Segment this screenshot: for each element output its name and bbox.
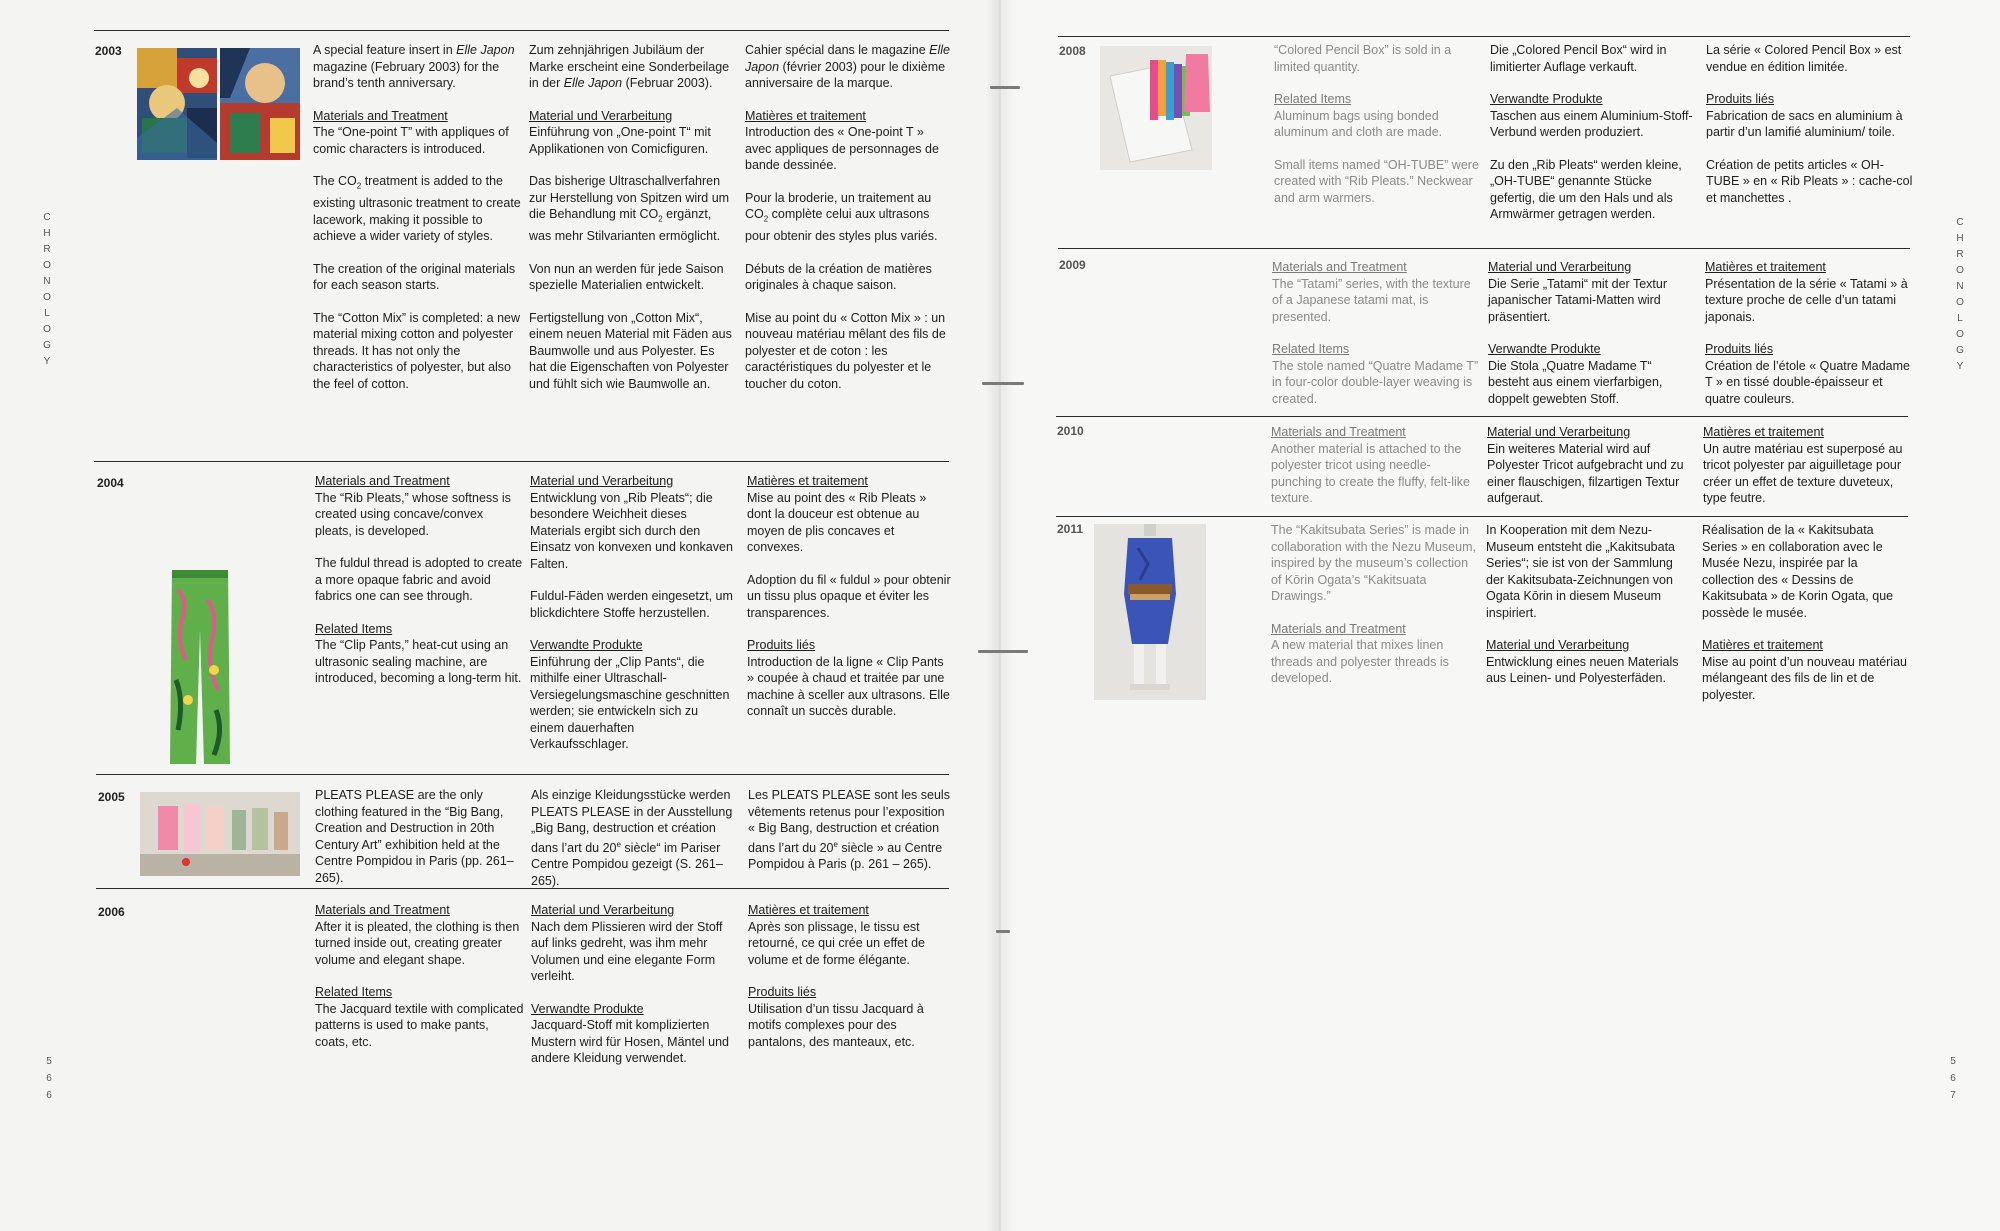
kakitsubata-dress-photo — [1094, 524, 1206, 700]
paragraph: Mise au point des « Rib Pleats » dont la douceur est obtenue au moyen de plis concaves et convexes. — [747, 490, 927, 554]
entry-2009-rule — [1058, 248, 1910, 249]
side-letter: Y — [1956, 361, 1964, 372]
section-heading: Matières et traitement — [748, 903, 869, 917]
entry-2005-en — [315, 787, 525, 902]
paragraph: Das bisherige Ultraschallverfahren zur Herstellung von Spitzen wird um die Behandlung mit $CO_2$ ergänzt, was mehr Stilvarianten ermöglicht. — [529, 174, 730, 243]
side-letter: O — [43, 324, 51, 335]
section-heading: Verwandte Produkte — [531, 1001, 644, 1016]
section-heading: Materials and Treatment — [1272, 260, 1407, 274]
green-pleated-pants-photo — [168, 570, 232, 766]
entry-2004-en — [315, 473, 523, 703]
paragraph: The “Cotton Mix” is completed: a new material mixing cotton and polyester threads. It has not only the characteristics of polyester, but also the feel of cotton. — [313, 310, 521, 391]
paragraph: Entwicklung von „Rib Pleats“; die besondere Weichheit dieses Materials ergibt sich durch den Einsatz von konvexen und konkaven Falten. — [530, 490, 733, 571]
year-label: 2006 — [98, 905, 125, 919]
entry-2006-fr — [748, 902, 952, 1066]
entry-2006-rule — [96, 888, 949, 889]
paragraph: Création de petits articles « OH-TUBE » en « Rib Pleats » : cache-col et manchettes . — [1706, 157, 1913, 205]
paragraph: Fabrication de sacs en aluminium à partir d’un lamifié aluminium/ toile. — [1706, 108, 1903, 139]
entry-2006-en — [315, 902, 525, 1066]
paragraph: Einführung von „One-point T“ mit Applikationen von Comicfiguren. — [529, 125, 711, 156]
paragraph: Ein weiteres Material wird auf Polyester Tricot aufgebracht und zu einer flauschigen, filzartigen Textur aufgeraut. — [1487, 441, 1684, 505]
paragraph: Jacquard-Stoff mit komplizierten Mustern wird für Hosen, Mäntel und andere Kleidung verwendet. — [531, 1018, 730, 1065]
year-label: 2009 — [1059, 258, 1086, 272]
paragraph: The $CO_2$ treatment is added to the existing ultrasonic treatment to create lacework, making it possible to achieve a wider variety of styles. — [313, 174, 521, 243]
year-label: 2008 — [1059, 44, 1086, 58]
paragraph: In Kooperation mit dem Nezu-Museum entsteht die „Kakitsubata Series“; sie ist von der Sammlung der Kakitsubata-Zeichnungen von Ogata Kōrin in diesem Museum inspiriert. — [1486, 523, 1675, 620]
entry-2003-rule — [94, 30, 949, 31]
entry-2011-de — [1486, 522, 1694, 703]
section-heading: Materials and Treatment — [315, 903, 450, 917]
paragraph: Présentation de la série « Tatami » à texture proche de celle d’un tatami japonais. — [1705, 276, 1908, 324]
paragraph: Entwicklung eines neuen Materials aus Leinen- und Polyesterfäden. — [1486, 654, 1679, 685]
entry-2010-de — [1487, 424, 1695, 523]
paragraph: After it is pleated, the clothing is then turned inside out, creating greater volume and elegant shape. — [315, 919, 520, 967]
paragraph: The “Rib Pleats,” whose softness is created using concave/convex pleats, is developed. — [315, 490, 511, 538]
side-letter: G — [43, 340, 51, 351]
entry-2008-rule — [1058, 36, 1910, 37]
paragraph: Von nun an werden für jede Saison spezielle Materialien entwickelt. — [529, 261, 724, 292]
section-heading: Produits liés — [748, 985, 817, 999]
folio-digit: 6 — [46, 1090, 52, 1101]
section-heading: Material und Verarbeitung — [1487, 425, 1631, 439]
section-heading: Produits liés — [1706, 92, 1775, 106]
paragraph: Adoption du fil « fuldul » pour obtenir un tissu plus opaque et éviter les transparences. — [747, 572, 951, 620]
side-letter: Y — [43, 356, 51, 367]
entry-2008-de — [1490, 42, 1698, 239]
entry-2005-fr — [748, 787, 952, 889]
section-heading: Related Items — [1272, 342, 1350, 356]
folio-digit: 6 — [1950, 1073, 1956, 1084]
paragraph: Zu den „Rib Pleats“ werden kleine, „OH-TUBE“ genannte Stücke gefertig, die um den Hals und als Armwärmer getragen werden. — [1490, 157, 1682, 221]
section-heading: Matières et traitement — [1705, 260, 1826, 274]
paragraph: Utilisation d’un tissu Jacquard à motifs complexes pour des pantalons, des manteaux, etc. — [748, 1001, 924, 1049]
side-letter: O — [1956, 265, 1964, 276]
paragraph: Die Stola „Quatre Madame T“ besteht aus einem vierfarbigen, doppelt gewebten Stoff. — [1488, 358, 1663, 406]
paragraph: La série « Colored Pencil Box » est vendue en édition limitée. — [1706, 43, 1902, 74]
section-heading: Materials and Treatment — [315, 474, 450, 488]
side-letter: O — [43, 260, 51, 271]
side-letter: C — [1956, 217, 1964, 228]
section-heading: Material und Verarbeitung — [529, 108, 673, 123]
year-label: 2005 — [98, 790, 125, 804]
book-gutter — [985, 0, 1015, 1231]
entry-2008-fr — [1706, 42, 1914, 222]
section-heading: Produits liés — [1705, 342, 1774, 356]
staple — [978, 650, 1028, 653]
section-heading: Materials and Treatment — [1271, 425, 1406, 439]
side-letter: O — [1956, 297, 1964, 308]
section-heading: Matières et traitement — [1702, 638, 1823, 652]
folio-digit: 5 — [1950, 1056, 1956, 1067]
paragraph: Réalisation de la « Kakitsubata Series » en collaboration avec le Musée Nezu, inspirée par la collection des « Dessins de Kakitsubata » de Korin Ogata, que possède le musée. — [1702, 523, 1894, 620]
section-heading: Matières et traitement — [1703, 425, 1824, 439]
paragraph: The creation of the original materials for each season starts. — [313, 261, 516, 292]
paragraph: The “Kakitsubata Series” is made in collaboration with the Nezu Museum, inspired by the museum’s collection of Kōrin Ogata’s “Kakitsuata Drawings.” — [1271, 523, 1476, 603]
right-page — [1000, 0, 2000, 1231]
side-letter: C — [43, 212, 51, 223]
section-heading: Material und Verarbeitung — [1486, 638, 1630, 652]
folio-digit: 6 — [46, 1073, 52, 1084]
year-label: 2011 — [1057, 522, 1084, 536]
paragraph: The “Clip Pants,” heat-cut using an ultrasonic sealing machine, are introduced, becoming a long-term hit. — [315, 638, 522, 685]
colored-pencil-box-photo — [1100, 46, 1212, 170]
section-heading: Related Items — [1274, 92, 1352, 106]
section-heading: Matières et traitement — [745, 108, 866, 123]
side-letter: N — [43, 276, 51, 287]
side-letter: R — [1956, 249, 1964, 260]
paragraph: Als einzige Kleidungsstücke werden PLEATS PLEASE in der Ausstellung „Big Bang, destruction et création dans l’art du 20e siècle“ im Pariser Centre Pompidou gezeigt (S. 261–265). — [531, 788, 733, 888]
side-letter: O — [43, 292, 51, 303]
section-heading: Related Items — [315, 985, 393, 999]
side-letter: L — [44, 308, 50, 319]
exhibition-photo — [140, 792, 300, 876]
side-letter: G — [1956, 345, 1964, 356]
entry-2009-de — [1488, 259, 1696, 423]
section-heading: Matières et traitement — [747, 474, 868, 488]
entry-2009-fr — [1705, 259, 1913, 423]
folio-digit: 5 — [46, 1056, 52, 1067]
section-heading: Material und Verarbeitung — [1488, 260, 1632, 274]
paragraph: Nach dem Plissieren wird der Stoff auf links gedreht, was ihm mehr Volumen und eine elegante Form verleiht. — [531, 919, 723, 983]
section-heading: Produits liés — [747, 638, 816, 652]
paragraph: Débuts de la création de matières originales à chaque saison. — [745, 261, 932, 292]
entry-2008-en — [1274, 42, 1482, 222]
entry-2011-en — [1271, 522, 1481, 703]
staple — [990, 86, 1020, 89]
entry-2011-rule — [1056, 516, 1908, 517]
paragraph: Les PLEATS PLEASE sont les seuls vêtements retenus pour l’exposition « Big Bang, destruction et création dans l’art du 20e siècle » au Centre Pompidou à Paris (p. 261 – 265). — [748, 788, 950, 872]
section-heading: Verwandte Produkte — [1490, 92, 1603, 106]
side-letter: H — [1956, 233, 1964, 244]
entry-2003-en — [313, 42, 523, 408]
paragraph: Another material is attached to the polyester tricot using needle-punching to create the fluffy, felt-like texture. — [1271, 441, 1470, 505]
paragraph: “Colored Pencil Box” is sold in a limited quantity. — [1274, 43, 1452, 74]
entry-2003-de-intro: Zum zehnjährigen Jubiläum der Marke erscheint eine Sonderbeilage in der Elle Japon (Februar 2003). — [529, 43, 730, 90]
side-letter: O — [1956, 329, 1964, 340]
entry-2003-de — [529, 42, 735, 408]
year-label: 2003 — [95, 44, 122, 58]
entry-2004-rule — [94, 461, 949, 462]
entry-2004-de — [530, 473, 734, 769]
section-heading: Material und Verarbeitung — [530, 474, 674, 488]
entry-2010-fr — [1703, 424, 1911, 523]
side-letter: N — [1956, 281, 1964, 292]
paragraph: The Jacquard textile with complicated patterns is used to make pants, coats, etc. — [315, 1001, 524, 1049]
paragraph: Création de l’étole « Quatre Madame T » en tissé double-épaisseur et quatre couleurs. — [1705, 358, 1910, 406]
year-label: 2004 — [97, 476, 124, 490]
paragraph: Fertigstellung von „Cotton Mix“, einem neuen Material mit Fäden aus Baumwolle und aus Polyester. Es hat die Eigenschaften von Polyester und fühlt sich wie Baumwolle an. — [529, 310, 732, 391]
comic-collage-image-1 — [137, 48, 217, 160]
entry-2003-en-intro: A special feature insert in Elle Japon magazine (February 2003) for the brand’s tenth anniversary. — [313, 43, 515, 90]
section-heading: Material und Verarbeitung — [531, 903, 675, 917]
paragraph: Pour la broderie, un traitement au $CO_2$ complète celui aux ultrasons pour obtenir des styles plus variés. — [745, 190, 938, 243]
entry-2011-fr — [1702, 522, 1910, 719]
paragraph: Introduction de la ligne « Clip Pants » coupée à chaud et traitée par une machine à sceller aux ultrasons. Elle connaît un succès durable. — [747, 654, 950, 718]
entry-2010-rule — [1056, 416, 1908, 417]
section-heading: Verwandte Produkte — [530, 638, 643, 652]
entry-2003-fr-intro: Cahier spécial dans le magazine Elle Japon (février 2003) pour le dixième anniversaire de la marque. — [745, 43, 950, 90]
entry-2004-fr — [747, 473, 951, 736]
side-letter: R — [43, 244, 51, 255]
paragraph: Un autre matériau est superposé au tricot polyester par aiguilletage pour créer un effet de texture duveteux, type feutre. — [1703, 441, 1903, 505]
section-heading: Materials and Treatment — [313, 108, 448, 123]
section-heading: Verwandte Produkte — [1488, 342, 1601, 356]
comic-collage-image-2 — [220, 48, 300, 160]
side-letter: H — [43, 228, 51, 239]
paragraph: Die „Colored Pencil Box“ wird in limitierter Auflage verkauft. — [1490, 43, 1667, 74]
paragraph: The “Tatami” series, with the texture of a Japanese tatami mat, is presented. — [1272, 276, 1471, 324]
paragraph: Small items named “OH-TUBE” were created with “Rib Pleats.” Neckwear and arm warmers. — [1274, 157, 1479, 205]
side-letter: L — [1957, 313, 1963, 324]
paragraph: Introduction des « One-point T » avec appliques de personnages de bande dessinée. — [745, 125, 939, 172]
entry-2010-en — [1271, 424, 1481, 523]
folio-digit: 7 — [1950, 1090, 1956, 1101]
paragraph: The stole named “Quatre Madame T” in four-color double-layer weaving is created. — [1272, 358, 1479, 406]
staple — [982, 382, 1024, 385]
paragraph: A new material that mixes linen threads and polyester threads is developed. — [1271, 638, 1449, 685]
entry-2005-rule — [96, 774, 949, 775]
entry-2006-de — [531, 902, 735, 1083]
paragraph: Taschen aus einem Aluminium-Stoff-Verbund werden produziert. — [1490, 108, 1693, 139]
paragraph: Mise au point du « Cotton Mix » : un nouveau matériau mêlant des fils de polyester et de coton : les caractéristiques du polyester et le toucher du coton. — [745, 310, 946, 391]
year-label: 2010 — [1057, 424, 1084, 438]
paragraph: Mise au point d’un nouveau matériau mélangeant des fils de lin et de polyester. — [1702, 654, 1907, 702]
paragraph: Après son plissage, le tissu est retourné, ce qui crée un effet de volume et de forme élégante. — [748, 919, 925, 967]
paragraph: Aluminum bags using bonded aluminum and cloth are made. — [1274, 108, 1443, 139]
entry-2009-en — [1272, 259, 1482, 423]
paragraph: PLEATS PLEASE are the only clothing featured in the “Big Bang, Creation and Destruction in 20th Century Art” exhibition held at the Centre Pompidou in Paris (pp. 261–265). — [315, 788, 514, 885]
staple — [996, 930, 1010, 933]
paragraph: The “One-point T” with appliques of comic characters is introduced. — [313, 125, 509, 156]
paragraph: Fuldul-Fäden werden eingesetzt, um blickdichtere Stoffe herzustellen. — [530, 589, 733, 620]
section-heading: Materials and Treatment — [1271, 621, 1406, 636]
entry-2003-fr — [745, 42, 951, 408]
paragraph: The fuldul thread is adopted to create a more opaque fabric and avoid fabrics one can see through. — [315, 556, 523, 603]
paragraph: Die Serie „Tatami“ mit der Textur japanischer Tatami-Matten wird präsentiert. — [1488, 276, 1667, 324]
section-heading: Related Items — [315, 621, 393, 636]
paragraph: Einführung der „Clip Pants“, die mithilfe einer Ultraschall-Versiegelungsmaschine geschnitten werden; sie entwickeln sich zu einem dauerhaften Verkaufsschlager. — [530, 654, 730, 751]
